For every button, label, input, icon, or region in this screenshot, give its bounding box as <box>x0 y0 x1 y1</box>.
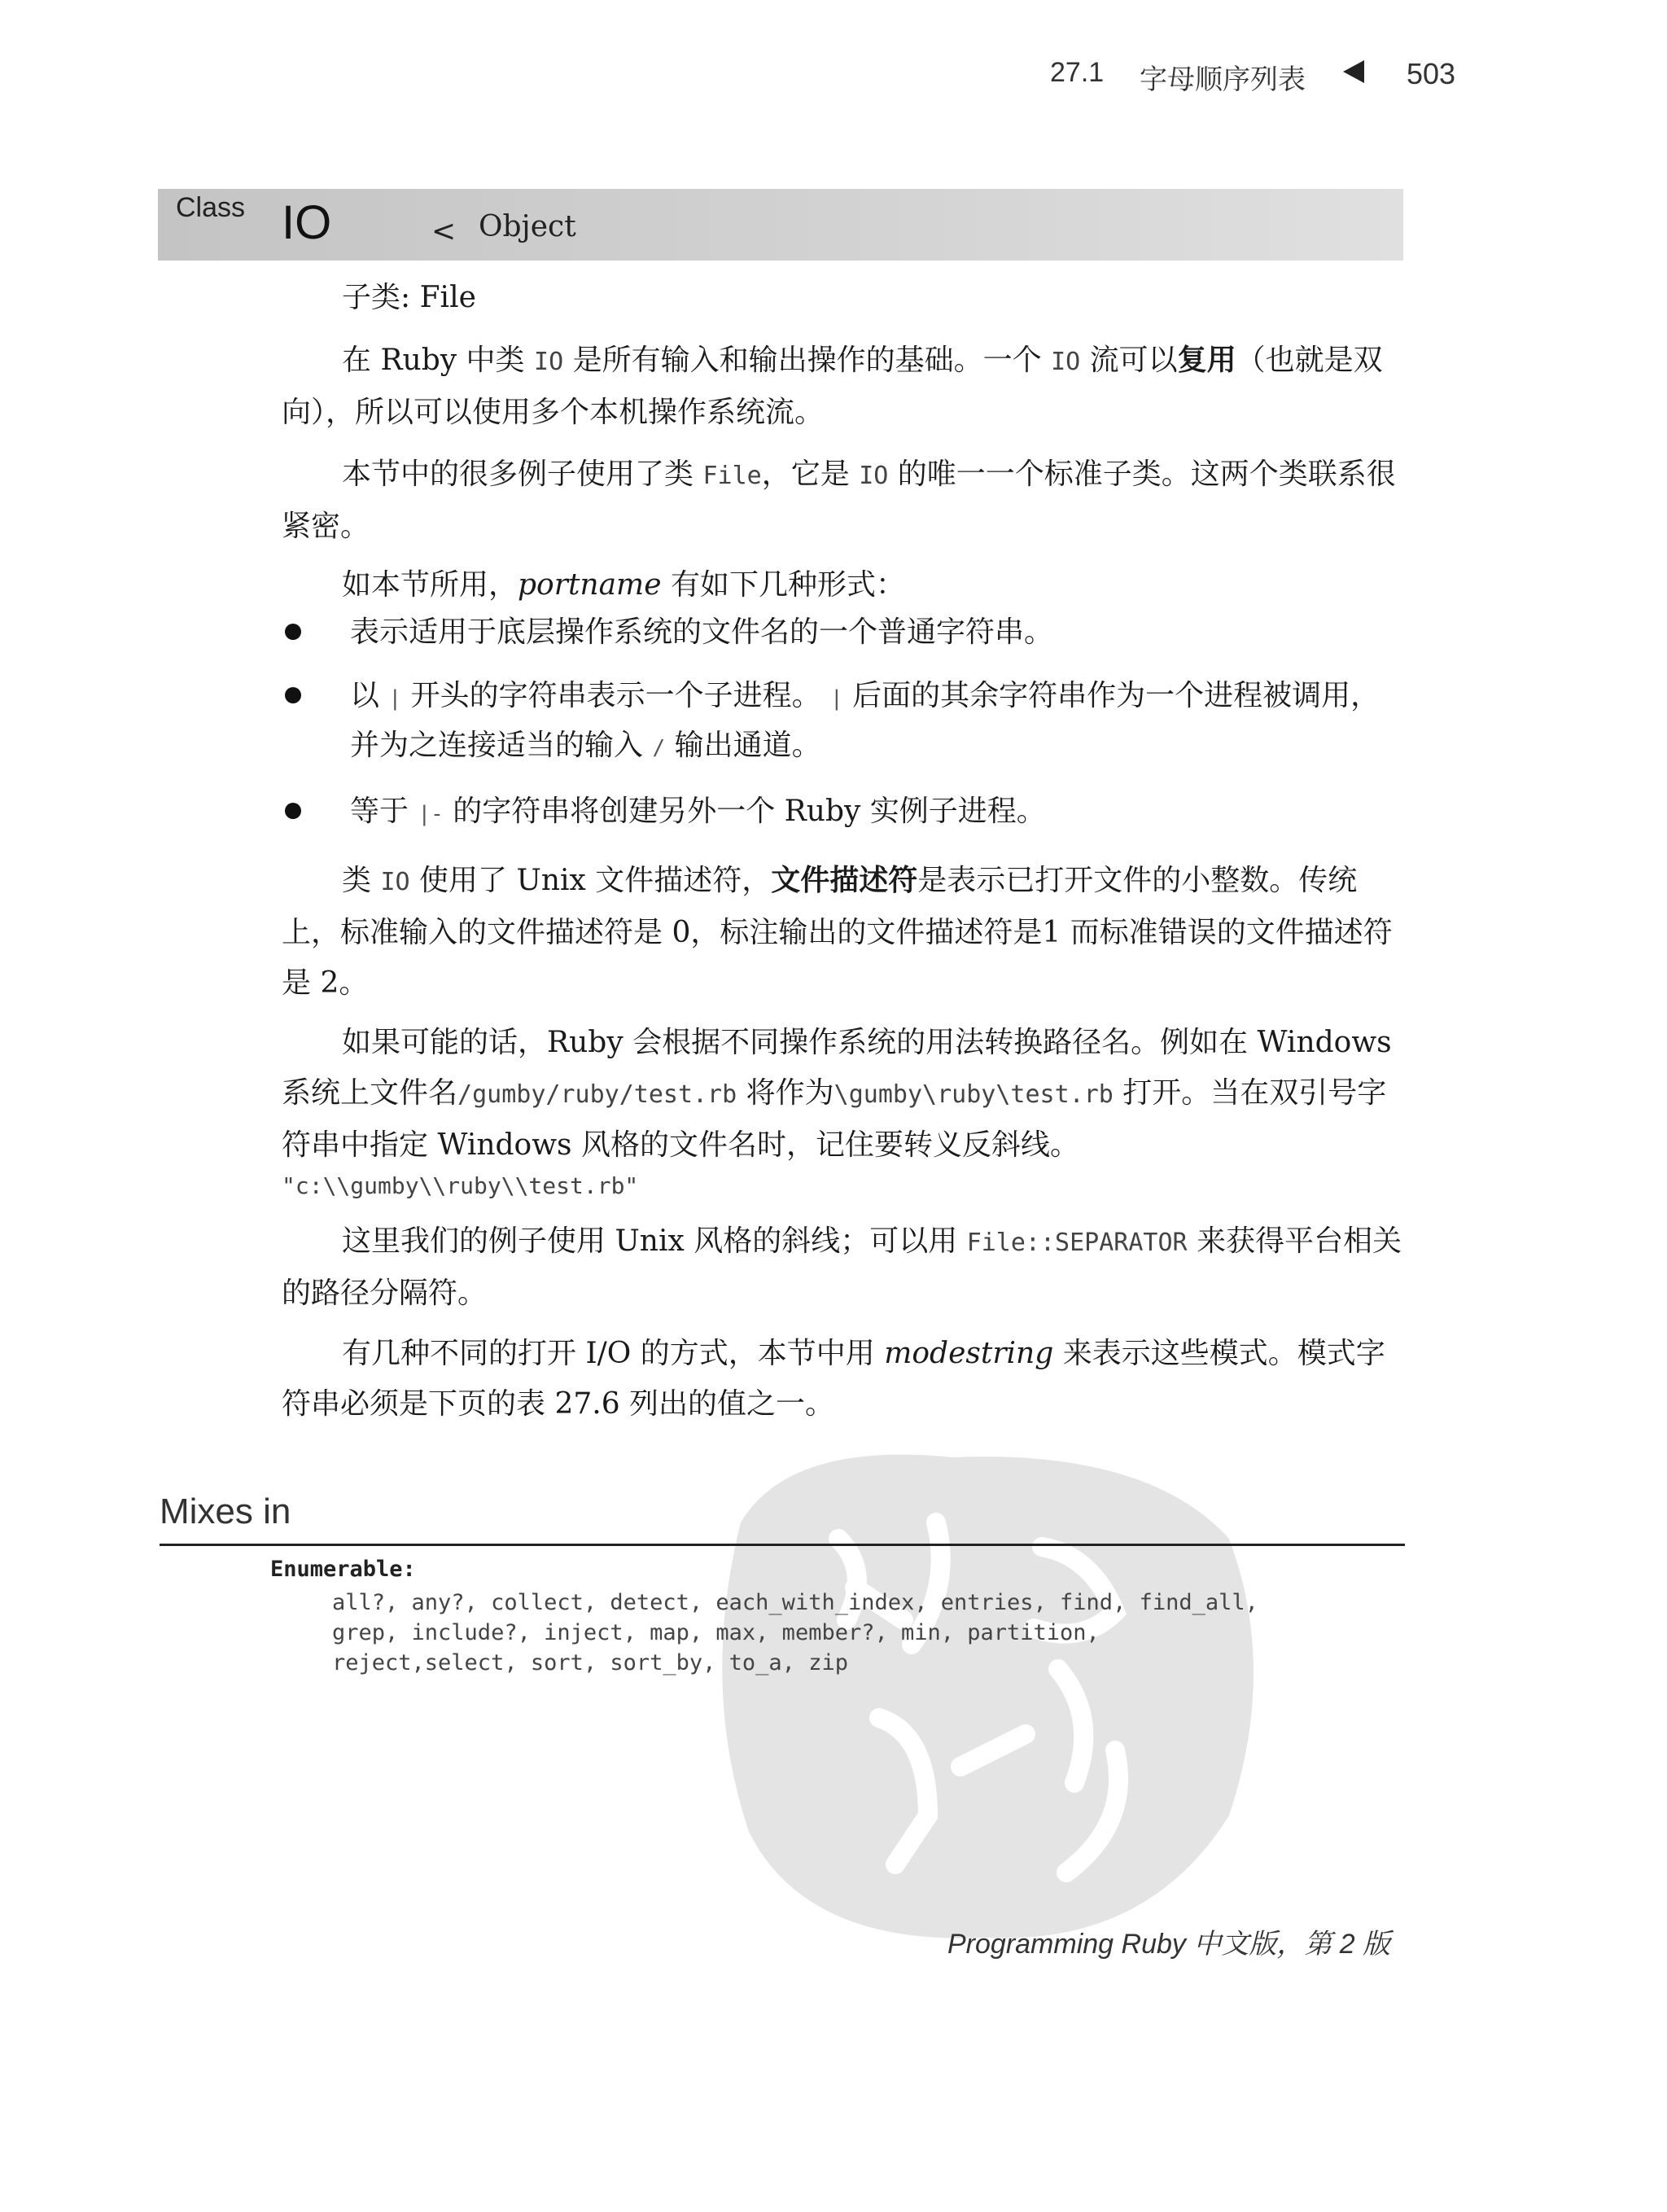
code-example: "c:\\gumby\\ruby\\test.rb" <box>282 1172 639 1199</box>
paragraph-portname <box>282 560 1405 611</box>
text: （也就是双向），所以可以使用多个本机操作系统流。 <box>282 344 1383 429</box>
text: 这里我们的例子使用 Unix 风格的斜线；可以用 <box>342 1224 958 1258</box>
methods-line: grep, include?, inject, map, max, member?, min, partition, <box>332 1620 1100 1645</box>
bullet-icon <box>285 687 301 703</box>
text: 是表示已打开文件的小整数。传统上，标准输入的文件描述符是 0，标注输出的文件描述符是1 而标准错误的文件描述符是 2。 <box>282 864 1393 1000</box>
class-keyword: Class <box>176 192 246 223</box>
text: 流可以 <box>1089 344 1178 377</box>
paragraph-file-subclass <box>282 449 1405 552</box>
list-item <box>282 788 1405 838</box>
text: 打开。当在双引号字符串中指定 Windows 风格的文件名时，记住要转义反斜线。 <box>282 1076 1387 1162</box>
text: ，它是 <box>761 458 850 491</box>
code-io: IO <box>380 868 410 896</box>
text: 以 <box>350 679 380 712</box>
subclass-line: 子类: File <box>342 281 476 314</box>
text: 开头的字符串表示一个子进程。 <box>410 679 821 712</box>
text: 如果可能的话，Ruby 会根据不同操作系统的用法转换路径名。例如在 Windows 系统上文件名 <box>282 1026 1392 1110</box>
paragraph-modestring <box>282 1329 1405 1430</box>
text: 有如下几种形式： <box>670 568 905 602</box>
text: 等于 <box>350 795 409 828</box>
class-name: IO <box>282 196 332 249</box>
mixin-module-name: Enumerable: <box>270 1557 416 1582</box>
inherits-symbol: < <box>431 215 457 248</box>
text: 有几种不同的打开 I/O 的方式，本节中用 <box>342 1337 875 1370</box>
bullet-icon <box>285 624 301 640</box>
text: 是所有输入和输出操作的基础。一个 <box>572 344 1042 377</box>
section-title: 字母顺序列表 <box>1140 64 1306 95</box>
text: 输出通道。 <box>674 729 821 762</box>
text: 本节中的很多例子使用了类 <box>342 458 694 491</box>
superclass-name: Object <box>479 210 576 243</box>
paragraph-separator <box>282 1216 1405 1319</box>
paragraph-io-intro <box>282 335 1405 438</box>
text: 在 Ruby 中类 <box>342 344 525 377</box>
code-pipe: | <box>830 686 843 711</box>
list-item <box>282 672 1405 772</box>
code-pipe-dash: |- <box>418 802 444 826</box>
class-banner <box>158 189 1403 261</box>
code-io: IO <box>534 348 564 376</box>
text: 表示适用于底层操作系统的文件名的一个普通字符串。 <box>350 615 1054 649</box>
code-pipe: | <box>388 686 402 711</box>
text: 使用了 Unix 文件描述符， <box>419 864 772 897</box>
left-triangle-icon <box>1343 60 1364 83</box>
portname-forms-list <box>282 609 1405 854</box>
code-io: IO <box>1051 348 1081 376</box>
text: 类 <box>342 864 372 897</box>
code-unix-path: /gumby/ruby/test.rb <box>457 1080 737 1109</box>
list-item <box>282 609 1405 656</box>
bold-term: 文件描述符 <box>771 863 918 897</box>
code-separator: File::SEPARATOR <box>966 1229 1188 1257</box>
mixin-methods-list <box>332 1588 1407 1678</box>
book-title-footer: Programming Ruby 中文版，第 2 版 <box>947 1929 1391 1960</box>
italic-term: modestring <box>884 1337 1054 1370</box>
section-number: 27.1 <box>1050 57 1105 88</box>
methods-line: reject,select, sort, sort_by, to_a, zip <box>332 1650 848 1675</box>
text: 后面的其余字符串作为一个进程被调用，并为之连接适当的输入 <box>350 679 1380 762</box>
code-slash: / <box>652 736 666 760</box>
page-number: 503 <box>1407 57 1456 90</box>
bold-term: 复用 <box>1177 343 1236 377</box>
bullet-icon <box>285 803 301 819</box>
methods-line: all?, any?, collect, detect, each_with_index, entries, find, find_all, <box>332 1590 1258 1615</box>
paragraph-windows-paths <box>282 1018 1405 1171</box>
paragraph-file-descriptors <box>282 855 1405 1009</box>
text: 的唯一一个标准子类。这两个类联系很紧密。 <box>282 458 1396 543</box>
running-header <box>1050 57 1457 98</box>
text: 的字符串将创建另外一个 Ruby 实例子进程。 <box>453 795 1046 828</box>
text: 来表示这些模式。模式字符串必须是下页的表 27.6 列出的值之一。 <box>282 1337 1385 1421</box>
text: 如本节所用， <box>342 568 518 602</box>
code-file: File <box>702 462 762 490</box>
code-windows-path: \gumby\ruby\test.rb <box>834 1080 1114 1109</box>
text: 将作为 <box>746 1076 834 1110</box>
italic-term: portname <box>518 568 662 602</box>
code-io: IO <box>859 462 889 490</box>
seal-watermark-icon <box>692 1425 1278 1962</box>
divider <box>160 1544 1405 1546</box>
mixes-in-heading: Mixes in <box>160 1491 291 1531</box>
text: 来获得平台相关的路径分隔符。 <box>282 1224 1402 1310</box>
